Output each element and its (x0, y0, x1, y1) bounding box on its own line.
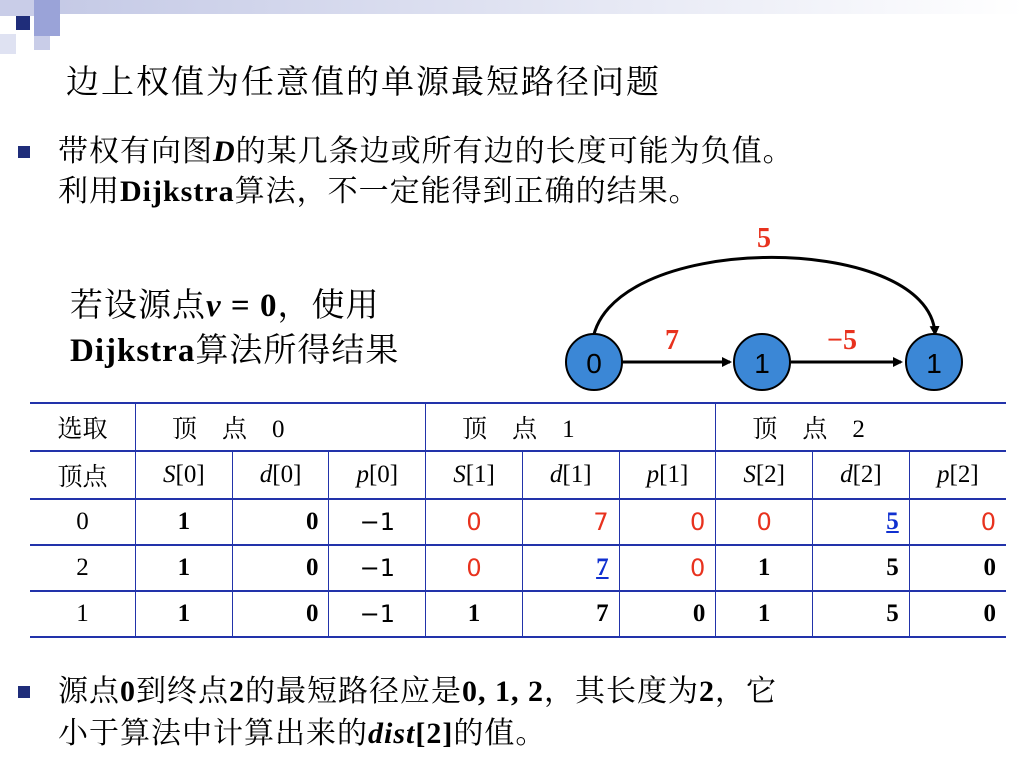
table-header-cell: 顶点 (30, 451, 136, 499)
table-cell: 0 (232, 499, 329, 545)
var-index: [2] (949, 461, 979, 488)
algorithm-name: Dijkstra (70, 333, 196, 369)
text-span: 算法，不一定能得到正确的结果。 (234, 174, 700, 209)
text-span: 的值。 (453, 716, 547, 751)
var-index: [2] (852, 461, 882, 488)
node-label: 0 (586, 348, 602, 379)
table-cell: 1 (30, 591, 136, 637)
text-span: 的最短路径应是 (245, 674, 462, 709)
table-header-cell (426, 451, 523, 499)
var-symbol: d (549, 461, 563, 488)
path-length: 2 (699, 675, 715, 708)
table-cell: 5 (813, 591, 910, 637)
text-span: 算法所得结果 (195, 330, 400, 369)
table-cell (522, 545, 619, 591)
text-span: ，其长度为 (544, 674, 699, 709)
text-span: 小于算法中计算出来的 (58, 716, 368, 751)
text-span: 的某几条边或所有边的长度可能为负值。 (235, 134, 794, 169)
table-cell: −1 (329, 545, 426, 591)
table-header-cell (232, 451, 329, 499)
table-cell: 0 (619, 499, 716, 545)
table-header-row (30, 451, 1006, 499)
var-symbol: d (259, 461, 273, 488)
table-cell: 0 (716, 499, 813, 545)
bullet-shortest-path (18, 672, 1018, 756)
var-index: [0] (368, 461, 399, 488)
edge-0-2 (592, 257, 935, 346)
var-index: [1] (465, 461, 495, 488)
text-span: 源点 (58, 674, 120, 709)
text-span: 若设源点 (70, 285, 206, 324)
table-header-row (30, 403, 1006, 451)
var-symbol: p (937, 461, 950, 488)
var-symbol: p (356, 461, 369, 488)
var-symbol: S (743, 461, 756, 488)
table-header-cell: 顶 点 1 (426, 403, 716, 451)
table-cell: 0 (426, 499, 523, 545)
table-cell: 1 (136, 591, 233, 637)
algorithm-name: Dijkstra (120, 175, 235, 208)
page-title: 边上权值为任意值的单源最短路径问题 (66, 62, 661, 101)
table-cell: 1 (136, 545, 233, 591)
dist-index: [2] (415, 717, 454, 750)
var-symbol: p (646, 461, 660, 488)
table-header-cell (813, 451, 910, 499)
text-span: ，使用 (277, 285, 380, 324)
table-header-cell: 顶 点 0 (136, 403, 426, 451)
source-number: 0 (120, 675, 136, 708)
graph-node (734, 334, 790, 390)
table-cell (813, 499, 910, 545)
table-cell: 0 (426, 545, 523, 591)
table-cell: 1 (716, 591, 813, 637)
table-cell: −1 (329, 591, 426, 637)
table-cell: 0 (619, 591, 716, 637)
var-index: [0] (175, 461, 205, 488)
graph-node (566, 334, 622, 390)
table-cell: 1 (136, 499, 233, 545)
table-cell: 0 (909, 499, 1006, 545)
target-number: 2 (229, 675, 245, 708)
var-index: [0] (272, 461, 302, 488)
var-index: [1] (562, 461, 592, 488)
edge-weight-label: −5 (827, 325, 857, 356)
dijkstra-result-table (30, 402, 1006, 638)
dist-symbol: dist (368, 717, 416, 750)
highlighted-value: 7 (596, 554, 609, 581)
table-cell: 1 (716, 545, 813, 591)
table-cell: 0 (909, 545, 1006, 591)
table-cell: 2 (30, 545, 136, 591)
table-header-cell: 选取 (30, 403, 136, 451)
graph-node (906, 334, 962, 390)
table-header-cell (522, 451, 619, 499)
var-index: [1] (659, 461, 689, 488)
table-cell: 0 (909, 591, 1006, 637)
node-label: 1 (754, 348, 770, 379)
table-cell: 1 (426, 591, 523, 637)
text-span: 到终点 (136, 674, 229, 709)
table-cell: 5 (813, 545, 910, 591)
text-span: ，它 (715, 674, 777, 709)
table-cell: 7 (522, 591, 619, 637)
graph-symbol: D (213, 135, 236, 168)
var-symbol: S (163, 461, 176, 488)
table-header-cell (136, 451, 233, 499)
table-cell: 0 (232, 545, 329, 591)
highlighted-value: 5 (886, 508, 899, 535)
table-cell: 0 (232, 591, 329, 637)
table-header-cell (619, 451, 716, 499)
node-label: 1 (926, 348, 942, 379)
text-span: 利用 (58, 174, 120, 209)
edge-weight-label: 7 (665, 325, 679, 356)
table-cell: 7 (522, 499, 619, 545)
bullet2-line1 (58, 672, 777, 712)
table-row (30, 499, 1006, 545)
source-value: = 0 (221, 288, 278, 324)
bullet-square-icon (18, 686, 30, 698)
var-symbol: S (453, 461, 466, 488)
var-index: [2] (755, 461, 785, 488)
table-header-cell: 顶 点 2 (716, 403, 1006, 451)
path-sequence: 0, 1, 2 (462, 675, 544, 708)
table-row (30, 591, 1006, 637)
var-symbol: d (840, 461, 853, 488)
table-cell: 0 (619, 545, 716, 591)
source-symbol: v (206, 288, 222, 324)
table-header-cell (329, 451, 426, 499)
table-cell: −1 (329, 499, 426, 545)
table-header-cell (909, 451, 1006, 499)
text-span: 带权有向图 (58, 134, 213, 169)
table-row (30, 545, 1006, 591)
edge-weight-label: 5 (757, 223, 771, 254)
bullet2-line2 (58, 714, 546, 754)
table-header-cell (716, 451, 813, 499)
table-cell: 0 (30, 499, 136, 545)
